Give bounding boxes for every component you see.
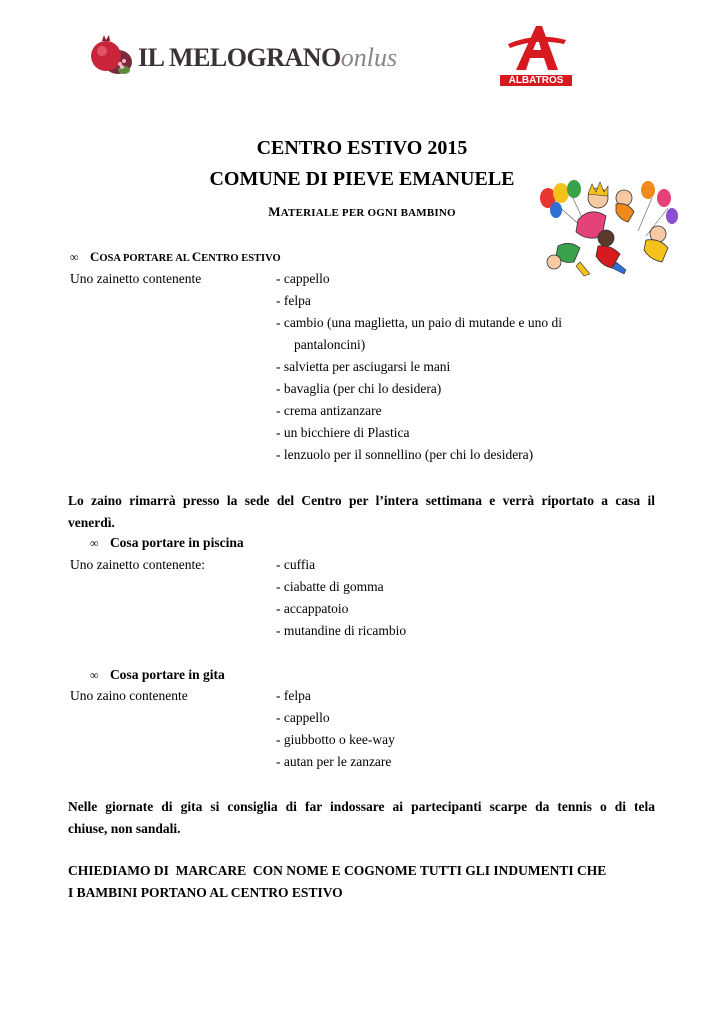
section3-label: Uno zaino contenente [70,688,188,703]
title-line-2: COMUNE DI PIEVE EMANUELE [209,168,515,190]
melograno-logo [84,34,398,78]
list-item: - cappello [276,271,330,286]
list-item: - un bicchiere di Plastica [276,425,410,440]
albatros-a-icon [500,22,572,76]
note-trip-shoes-line2: chiuse, non sandali. [68,821,181,836]
list-item: - autan per le zanzare [276,754,392,769]
list-item: - cambio (una maglietta, un paio di mutande e uno di [276,315,563,330]
brand-suffix: onlus [340,43,398,72]
note-mark-clothes [68,860,658,904]
infinity-bullet-icon: ∞ [90,536,99,550]
note-mark-clothes-line1: CHIEDIAMO DI MARCARE CON NOME E COGNOME TUTTI GLI INDUMENTI CHE [68,863,607,878]
kids-balloons-illustration [528,176,678,280]
infinity-bullet-icon: ∞ [90,668,99,682]
section2-label: Uno zainetto contenente: [70,557,205,572]
note-backpack-line1: Lo zaino rimarrà presso la sede del Centro per l’intera settimana e verrà riportato a casa il [68,493,655,508]
list-item: - crema antizanzare [276,403,382,418]
albatros-name: ALBATROS [500,75,572,86]
section3-heading: ∞ Cosa portare in gita [90,667,225,682]
list-item-continuation: pantaloncini) [294,337,366,352]
title-line-1: CENTRO ESTIVO 2015 [256,137,468,159]
list-item: - salvietta per asciugarsi le mani [276,359,451,374]
note-backpack-line2: venerdì. [68,515,115,530]
list-item: - ciabatte di gomma [276,579,384,594]
note-mark-clothes-line2: I BAMBINI PORTANO AL CENTRO ESTIVO [68,885,343,900]
note-trip-shoes-line1: Nelle giornate di gita si consiglia di far indossare ai partecipanti scarpe da tennis o di tela [68,799,655,814]
section2-heading: ∞ Cosa portare in piscina [90,535,244,550]
list-item: - cuffia [276,557,316,572]
infinity-bullet-icon: ∞ [70,250,79,264]
list-item: - giubbotto o kee-way [276,732,395,747]
list-item: - lenzuolo per il sonnellino (per chi lo desidera) [276,447,534,462]
list-item: - cappello [276,710,330,725]
list-item: - felpa [276,688,311,703]
brand-name: IL MELOGRANO [138,43,341,72]
pomegranate-icon [84,34,136,78]
albatros-logo [500,22,572,86]
list-item: - accappatoio [276,601,349,616]
section1-label: Uno zainetto contenente [70,271,202,286]
subtitle: MATERIALE PER OGNI BAMBINO [268,204,456,219]
list-item: - mutandine di ricambio [276,623,407,638]
note-trip-shoes [68,796,655,840]
section1-heading: ∞ COSA PORTARE AL CENTRO ESTIVO [70,249,281,264]
note-backpack [68,490,655,534]
list-item: - bavaglia (per chi lo desidera) [276,381,442,396]
list-item: - felpa [276,293,311,308]
